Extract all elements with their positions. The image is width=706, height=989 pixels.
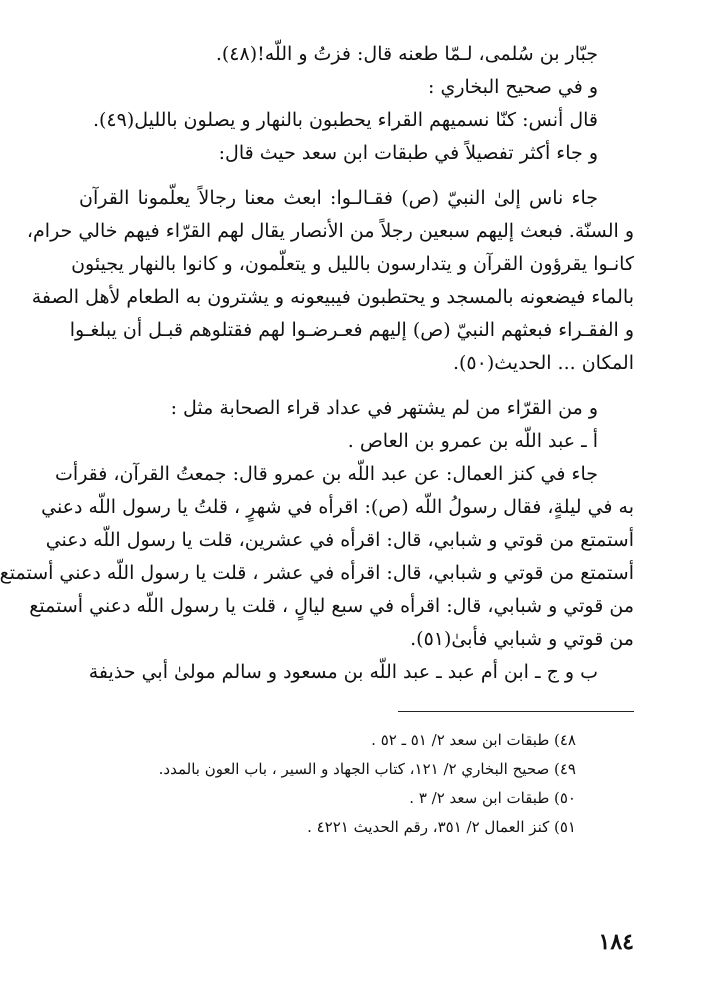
body-line: و في صحيح البخاري :: [428, 76, 598, 98]
quote-line: و السنّة. فبعث إليهم سبعين رجلاً من الأنصار يقال لهم القرّاء فيهم خالي حرام،: [26, 220, 634, 242]
body-line: جبّار بن سُلمى، لـمّا طعنه قال: فزتُ و اللّه!(٤٨).: [215, 43, 598, 65]
body-line: أستمتع من قوتي و شبابي، قال: اقرأه في عشرين، قلت يا رسول اللّه دعني: [45, 529, 634, 551]
footnote: ٤٩) صحيح البخاري ٢/ ١٢١، كتاب الجهاد و السير ، باب العون بالمدد.: [158, 760, 576, 778]
body-line: قال أنس: كنّا نسميهم القراء يحطبون بالنهار و يصلون بالليل(٤٩).: [92, 109, 598, 131]
quote-line: جاء ناس إلىٰ النبيّ (ص) فقـالـوا: ابعث معنا رجالاً يعلّمونا القرآن: [79, 187, 598, 209]
quote-line: و الفقـراء فبعثهم النبيّ (ص) إليهم فعـرضـوا لهم فقتلوهم قبـل أن يبلغـوا: [69, 319, 634, 341]
footnote: ٥١) كنز العمال ٢/ ٣٥١، رقم الحديث ٤٢٢١ .: [307, 818, 576, 836]
footnote: ٥٠) طبقات ابن سعد ٢/ ٣ .: [409, 789, 576, 807]
body-line: و من القرّاء من لم يشتهر في عداد قراء الصحابة مثل :: [170, 397, 598, 419]
body-line: و جاء أكثر تفصيلاً في طبقات ابن سعد حيث قال:: [218, 142, 598, 164]
body-line: به في ليلةٍ، فقال رسولُ اللّه (ص): اقرأه في شهرٍ ، قلتُ يا رسول اللّه دعني: [41, 496, 634, 518]
body-line: جاء في كنز العمال: عن عبد اللّه بن عمرو قال: جمعتُ القرآن، فقرأت: [55, 463, 598, 485]
body-line: من قوتي و شبابي، قال: اقرأه في سبع ليالٍ ، قلت يا رسول اللّه دعني أستمتع: [29, 595, 634, 617]
footnote-divider: [398, 711, 634, 712]
kanz-passage: [0, 458, 634, 689]
footnotes: [79, 726, 634, 842]
list-item: أ ـ عبد اللّه بن عمرو بن العاص .: [347, 430, 598, 452]
page-number: ١٨٤: [598, 929, 634, 955]
quote-line: بالماء فيضعونه بالمسجد و يحتطبون فيبيعونه و يشترون به الطعام لأهل الصفة: [31, 286, 634, 308]
quote-line: كانـوا يقرؤون القرآن و يتدارسون بالليل و يتعلّمون، و كانوا بالنهار يجيئون: [71, 253, 634, 275]
body-line: من قوتي و شبابي فأبىٰ(٥١).: [410, 628, 634, 650]
body-line: أستمتع من قوتي و شبابي، قال: اقرأه في عشر ، قلت يا رسول اللّه دعني أستمتع: [0, 562, 634, 584]
quoted-passage: [26, 182, 634, 380]
footnote: ٤٨) طبقات ابن سعد ٢/ ٥١ ـ ٥٢ .: [371, 731, 576, 749]
list-item: ب و ج ـ ابن أم عبد ـ عبد اللّه بن مسعود و سالم مولىٰ أبي حذيفة: [88, 661, 598, 683]
quote-line: المكان ... الحديث(٥٠).: [452, 352, 634, 374]
reciters-section: [79, 392, 634, 458]
